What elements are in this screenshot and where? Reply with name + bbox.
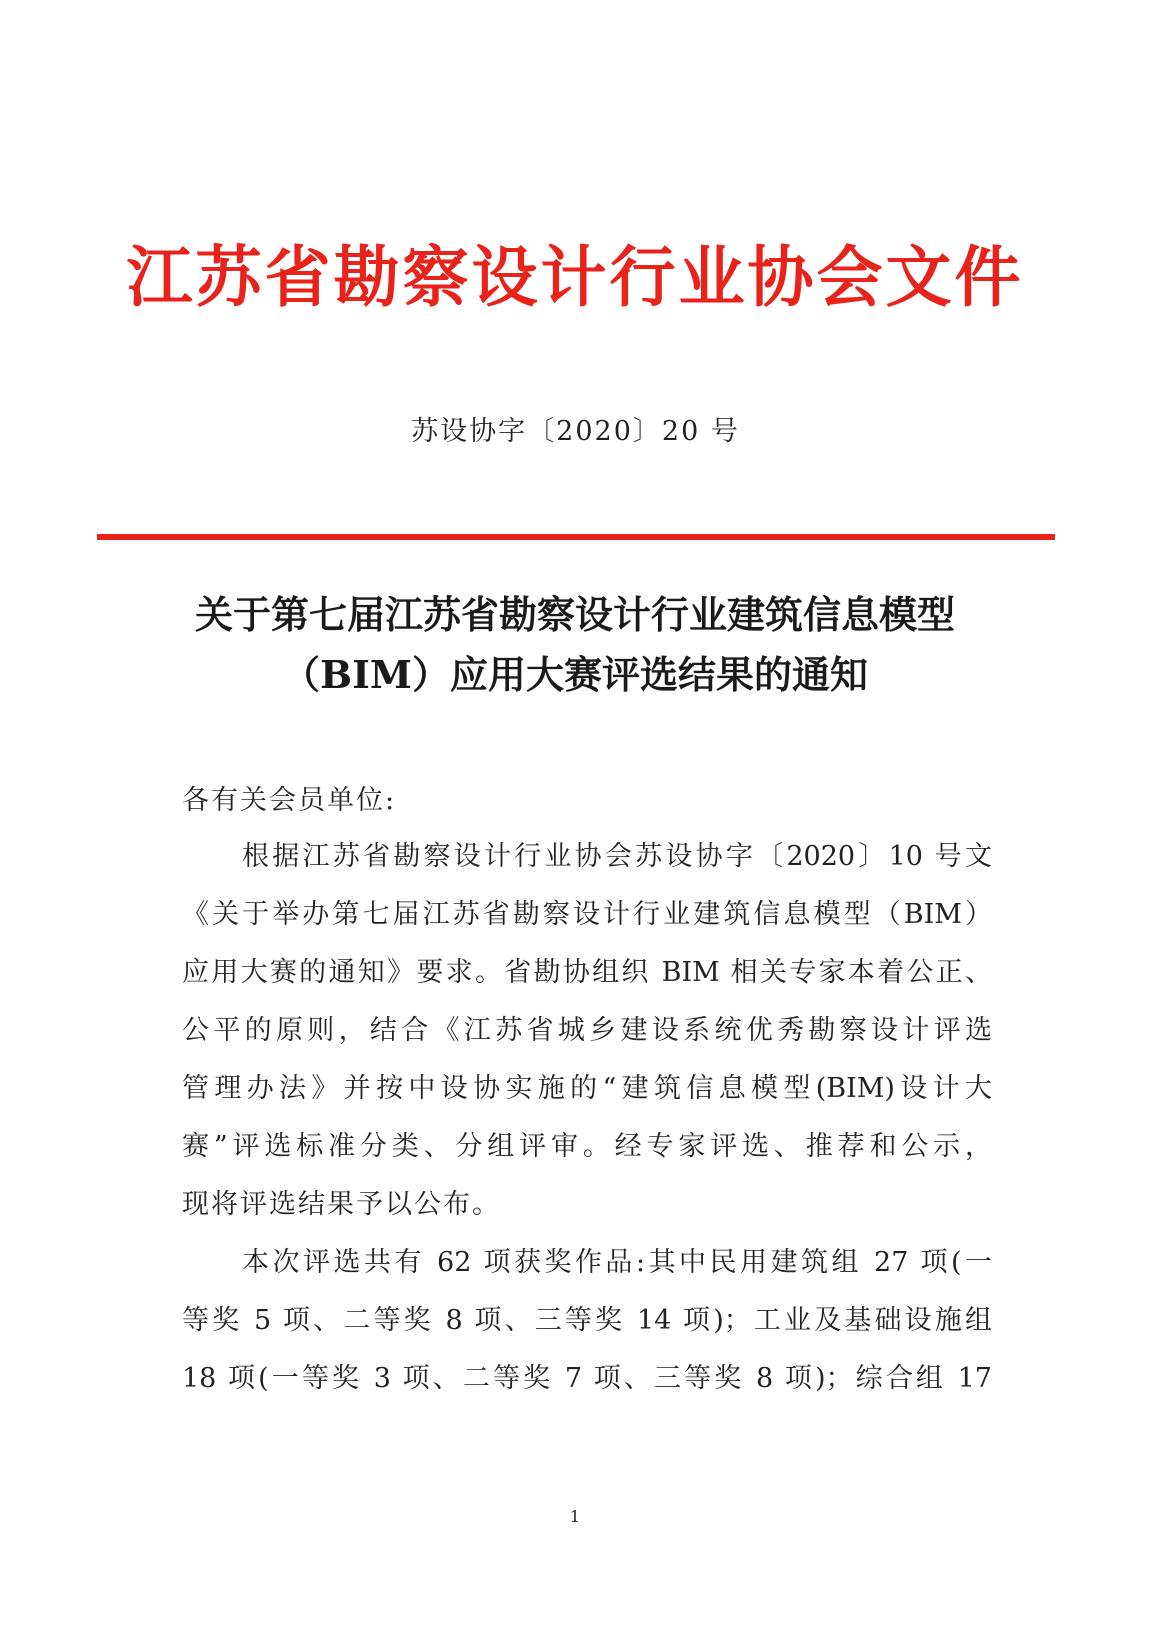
notice-title-line-2: （BIM）应用大赛评选结果的通知 — [282, 652, 868, 697]
body-line: 《关于举办第七届江苏省勘察设计行业建筑信息模型（BIM） — [182, 899, 992, 930]
body-line: 管理办法》并按中设协实施的“建筑信息模型(BIM)设计大 — [182, 1073, 992, 1104]
body-line: 赛”评选标准分类、分组评审。经专家评选、推荐和公示， — [182, 1131, 992, 1162]
red-divider-rule — [97, 534, 1055, 540]
page-number: 1 — [569, 1507, 581, 1526]
body-line: 根据江苏省勘察设计行业协会苏设协字〔2020〕10 号文 — [242, 841, 992, 872]
document-number: 苏设协字〔2020〕20 号 — [411, 416, 740, 447]
body-line: 本次评选共有 62 项获奖作品:其中民用建筑组 27 项(一 — [242, 1247, 992, 1278]
salutation: 各有关会员单位: — [182, 785, 397, 816]
body-line: 等奖 5 项、二等奖 8 项、三等奖 14 项)；工业及基础设施组 — [182, 1305, 992, 1336]
org-header-title: 江苏省勘察设计行业协会文件 — [126, 238, 1024, 316]
body-line: 现将评选结果予以公布。 — [182, 1189, 501, 1220]
body-line: 公平的原则，结合《江苏省城乡建设系统优秀勘察设计评选 — [182, 1015, 992, 1046]
notice-title-line-1: 关于第七届江苏省勘察设计行业建筑信息模型 — [194, 592, 955, 637]
body-line: 应用大赛的通知》要求。省勘协组织 BIM 相关专家本着公正、 — [182, 957, 992, 988]
body-line: 18 项(一等奖 3 项、二等奖 7 项、三等奖 8 项)；综合组 17 — [182, 1363, 992, 1394]
